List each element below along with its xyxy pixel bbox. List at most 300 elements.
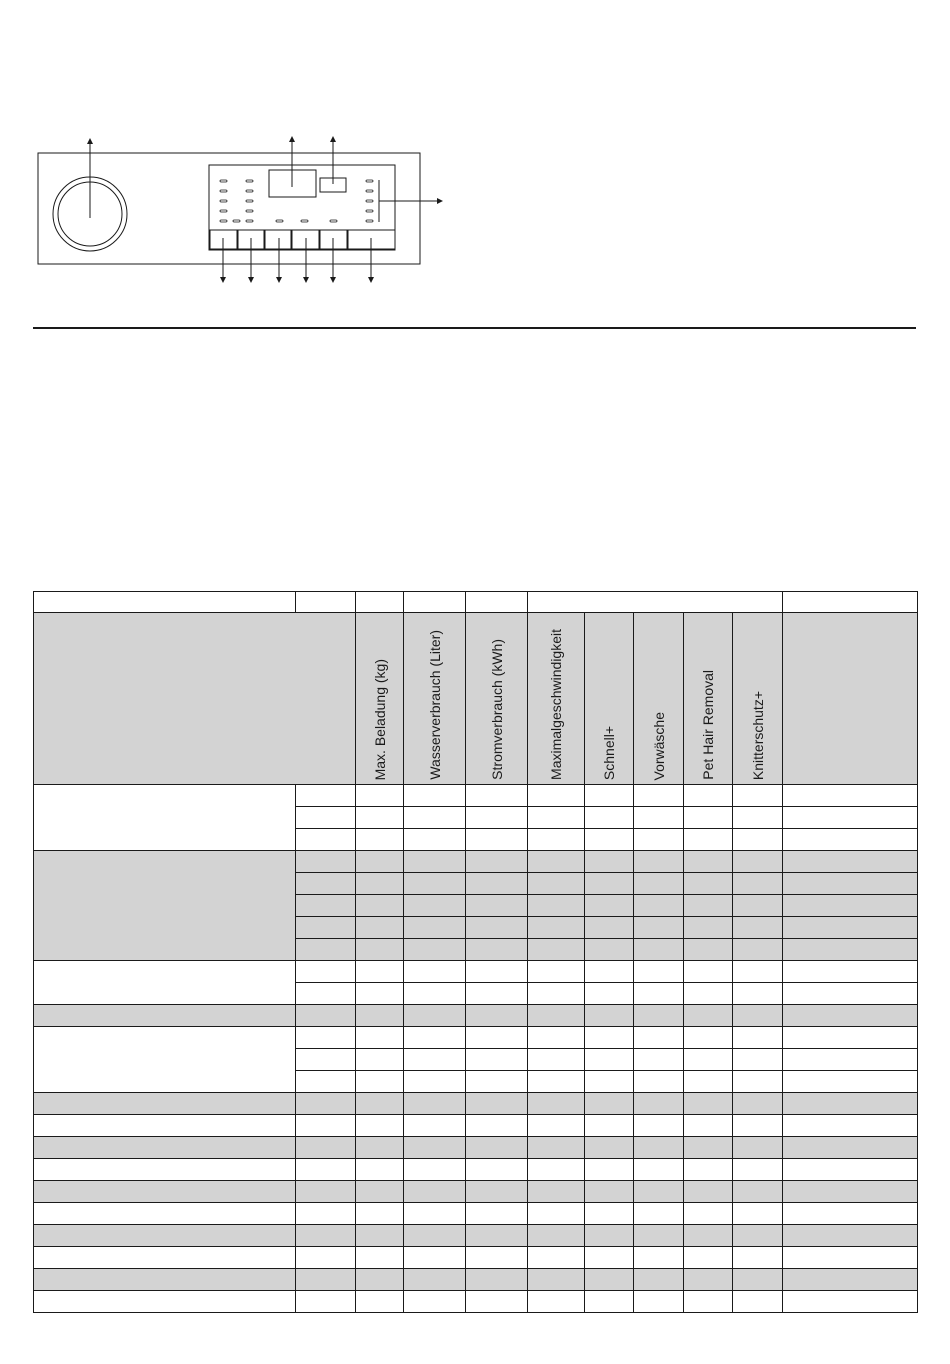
table-cell xyxy=(466,829,528,851)
table-cell xyxy=(684,1225,733,1247)
table-cell xyxy=(585,1115,634,1137)
table-cell xyxy=(733,1137,783,1159)
table-cell xyxy=(783,1137,918,1159)
table-cell xyxy=(634,961,684,983)
table-cell xyxy=(783,939,918,961)
table-cell xyxy=(783,873,918,895)
table-cell xyxy=(585,1027,634,1049)
table-top-row xyxy=(34,592,918,613)
table-cell xyxy=(634,917,684,939)
table-cell xyxy=(783,1005,918,1027)
table-cell xyxy=(296,1137,356,1159)
table-cell xyxy=(585,1005,634,1027)
table-cell xyxy=(528,1225,585,1247)
table-cell xyxy=(356,851,404,873)
table-cell xyxy=(404,785,466,807)
table-cell xyxy=(585,1181,634,1203)
table-cell xyxy=(528,1269,585,1291)
table-row xyxy=(34,1247,918,1269)
table-cell xyxy=(585,1225,634,1247)
table-cell xyxy=(733,1225,783,1247)
table-cell xyxy=(466,1269,528,1291)
table-cell xyxy=(356,1269,404,1291)
table-cell xyxy=(466,939,528,961)
table-cell xyxy=(733,1071,783,1093)
table-cell xyxy=(404,1269,466,1291)
table-cell xyxy=(684,1115,733,1137)
table-cell xyxy=(528,785,585,807)
table-cell xyxy=(783,1203,918,1225)
table-cell xyxy=(296,1049,356,1071)
table-cell xyxy=(634,851,684,873)
header-quick: Schnell+ xyxy=(601,725,617,780)
table-cell xyxy=(733,1181,783,1203)
table-cell xyxy=(528,1049,585,1071)
table-cell xyxy=(466,961,528,983)
table-row xyxy=(34,1181,918,1203)
table-cell xyxy=(404,873,466,895)
table-cell xyxy=(684,1093,733,1115)
table-cell xyxy=(528,873,585,895)
table-cell xyxy=(783,1071,918,1093)
table-header-row xyxy=(34,613,918,785)
table-cell xyxy=(634,1291,684,1313)
table-row xyxy=(34,961,918,983)
header-cell-energy xyxy=(466,613,528,785)
table-cell xyxy=(528,1159,585,1181)
header-cell-prewash xyxy=(634,613,684,785)
table-row xyxy=(34,785,918,807)
header-cell-quick xyxy=(585,613,634,785)
table-cell xyxy=(528,917,585,939)
table-cell xyxy=(684,939,733,961)
table-cell xyxy=(296,1291,356,1313)
table-cell xyxy=(585,895,634,917)
table-cell xyxy=(296,1027,356,1049)
table-cell xyxy=(733,983,783,1005)
table-cell xyxy=(783,961,918,983)
table-cell xyxy=(733,961,783,983)
program-name-cell xyxy=(34,851,296,961)
table-cell xyxy=(356,1247,404,1269)
table-cell xyxy=(356,1049,404,1071)
table-cell xyxy=(466,983,528,1005)
program-name-cell xyxy=(34,1159,296,1181)
table-cell xyxy=(684,873,733,895)
table-cell xyxy=(296,1115,356,1137)
table-cell xyxy=(356,1159,404,1181)
table-cell xyxy=(296,917,356,939)
table-cell xyxy=(634,1137,684,1159)
table-cell xyxy=(296,1203,356,1225)
table-cell xyxy=(783,917,918,939)
table-cell xyxy=(585,1203,634,1225)
table-cell xyxy=(404,1137,466,1159)
program-name-cell xyxy=(34,1005,296,1027)
table-row xyxy=(34,1093,918,1115)
program-table-container xyxy=(33,591,917,1313)
table-cell xyxy=(356,895,404,917)
table-cell xyxy=(296,1225,356,1247)
table-cell xyxy=(528,1027,585,1049)
table-cell xyxy=(783,1027,918,1049)
header-cell-pet-hair xyxy=(684,613,733,785)
table-cell xyxy=(634,1269,684,1291)
table-cell xyxy=(404,1291,466,1313)
table-cell xyxy=(528,1291,585,1313)
table-cell xyxy=(585,1137,634,1159)
header-cell-water xyxy=(404,613,466,785)
table-cell xyxy=(466,1181,528,1203)
table-row xyxy=(34,1137,918,1159)
table-cell xyxy=(634,1071,684,1093)
table-cell xyxy=(356,807,404,829)
table-cell xyxy=(684,1269,733,1291)
table-cell xyxy=(684,1049,733,1071)
table-cell xyxy=(783,1291,918,1313)
program-name-cell xyxy=(34,1093,296,1115)
table-cell xyxy=(296,1247,356,1269)
table-cell xyxy=(466,851,528,873)
table-cell xyxy=(528,1247,585,1269)
table-cell xyxy=(733,939,783,961)
table-cell xyxy=(684,1291,733,1313)
table-cell xyxy=(356,1181,404,1203)
table-cell xyxy=(528,1203,585,1225)
top-cell-temp xyxy=(296,592,356,613)
table-cell xyxy=(296,983,356,1005)
table-cell xyxy=(585,807,634,829)
table-cell xyxy=(466,807,528,829)
table-cell xyxy=(733,829,783,851)
table-cell xyxy=(783,1049,918,1071)
table-cell xyxy=(404,1225,466,1247)
table-cell xyxy=(585,1247,634,1269)
top-cell-load xyxy=(356,592,404,613)
table-cell xyxy=(634,1181,684,1203)
table-cell xyxy=(634,895,684,917)
table-cell xyxy=(585,1159,634,1181)
table-cell xyxy=(356,873,404,895)
table-cell xyxy=(404,1159,466,1181)
table-cell xyxy=(585,1093,634,1115)
table-cell xyxy=(404,1115,466,1137)
table-cell xyxy=(733,1027,783,1049)
table-cell xyxy=(733,785,783,807)
program-table xyxy=(33,591,918,1313)
table-cell xyxy=(356,983,404,1005)
table-cell xyxy=(733,873,783,895)
table-cell xyxy=(466,1203,528,1225)
program-name-cell xyxy=(34,1225,296,1247)
table-cell xyxy=(404,1027,466,1049)
table-cell xyxy=(296,1159,356,1181)
table-cell xyxy=(733,1269,783,1291)
table-cell xyxy=(356,939,404,961)
table-cell xyxy=(684,829,733,851)
table-cell xyxy=(585,785,634,807)
table-cell xyxy=(356,1027,404,1049)
table-cell xyxy=(296,961,356,983)
table-cell xyxy=(404,1181,466,1203)
table-cell xyxy=(733,1247,783,1269)
table-cell xyxy=(528,1093,585,1115)
table-cell xyxy=(684,807,733,829)
table-cell xyxy=(585,851,634,873)
table-cell xyxy=(296,895,356,917)
table-cell xyxy=(585,829,634,851)
table-cell xyxy=(356,1203,404,1225)
table-cell xyxy=(466,873,528,895)
table-cell xyxy=(404,1071,466,1093)
table-cell xyxy=(733,895,783,917)
program-name-cell xyxy=(34,1181,296,1203)
table-cell xyxy=(296,829,356,851)
table-cell xyxy=(466,895,528,917)
table-cell xyxy=(528,939,585,961)
table-cell xyxy=(404,829,466,851)
table-cell xyxy=(585,961,634,983)
table-cell xyxy=(466,1093,528,1115)
table-cell xyxy=(404,1203,466,1225)
table-cell xyxy=(783,785,918,807)
header-prewash: Vorwäsche xyxy=(650,711,667,780)
table-cell xyxy=(356,1093,404,1115)
table-cell xyxy=(684,851,733,873)
table-row xyxy=(34,1225,918,1247)
table-cell xyxy=(634,807,684,829)
table-row xyxy=(34,1115,918,1137)
table-cell xyxy=(733,1159,783,1181)
table-cell xyxy=(466,1137,528,1159)
table-cell xyxy=(634,1115,684,1137)
table-cell xyxy=(528,1071,585,1093)
table-cell xyxy=(528,1137,585,1159)
table-cell xyxy=(528,829,585,851)
panel-outline xyxy=(38,153,420,264)
table-row xyxy=(34,1027,918,1049)
table-row xyxy=(34,1291,918,1313)
table-cell xyxy=(404,961,466,983)
table-cell xyxy=(528,1181,585,1203)
table-cell xyxy=(733,851,783,873)
table-cell xyxy=(733,1115,783,1137)
table-cell xyxy=(404,807,466,829)
header-max-speed: Maximalgeschwindigkeit xyxy=(548,629,564,780)
table-cell xyxy=(634,1027,684,1049)
table-cell xyxy=(585,1291,634,1313)
table-cell xyxy=(733,807,783,829)
table-cell xyxy=(684,1027,733,1049)
table-cell xyxy=(783,829,918,851)
table-cell xyxy=(466,1071,528,1093)
table-row xyxy=(34,1269,918,1291)
top-cell-energy xyxy=(466,592,528,613)
table-cell xyxy=(528,983,585,1005)
table-cell xyxy=(404,983,466,1005)
table-cell xyxy=(296,1093,356,1115)
table-cell xyxy=(585,873,634,895)
table-cell xyxy=(466,1291,528,1313)
header-cell-max-speed xyxy=(528,613,585,785)
top-cell-extra xyxy=(783,592,918,613)
table-cell xyxy=(356,1137,404,1159)
table-cell xyxy=(783,1159,918,1181)
table-cell xyxy=(783,1093,918,1115)
table-cell xyxy=(634,1159,684,1181)
table-cell xyxy=(733,1049,783,1071)
table-cell xyxy=(634,873,684,895)
table-cell xyxy=(528,961,585,983)
table-cell xyxy=(684,895,733,917)
table-cell xyxy=(296,1181,356,1203)
table-cell xyxy=(404,917,466,939)
control-panel-diagram xyxy=(0,0,950,320)
top-cell-options xyxy=(528,592,783,613)
table-cell xyxy=(404,1005,466,1027)
table-cell xyxy=(466,785,528,807)
table-cell xyxy=(356,1005,404,1027)
table-cell xyxy=(684,1203,733,1225)
table-cell xyxy=(684,785,733,807)
table-cell xyxy=(634,939,684,961)
table-cell xyxy=(684,1005,733,1027)
table-cell xyxy=(783,1269,918,1291)
table-cell xyxy=(733,1203,783,1225)
table-cell xyxy=(634,1203,684,1225)
table-cell xyxy=(783,1181,918,1203)
table-cell xyxy=(404,1093,466,1115)
table-row xyxy=(34,1203,918,1225)
table-cell xyxy=(528,1005,585,1027)
header-cell-max-load xyxy=(356,613,404,785)
table-cell xyxy=(356,1291,404,1313)
table-cell xyxy=(296,1071,356,1093)
table-cell xyxy=(356,1115,404,1137)
table-cell xyxy=(783,1115,918,1137)
table-cell xyxy=(684,1137,733,1159)
table-cell xyxy=(684,961,733,983)
table-cell xyxy=(404,895,466,917)
table-cell xyxy=(356,829,404,851)
table-cell xyxy=(684,917,733,939)
table-cell xyxy=(296,785,356,807)
table-cell xyxy=(466,1159,528,1181)
header-pet-hair: Pet Hair Removal xyxy=(700,670,716,780)
section-divider xyxy=(33,327,916,329)
table-cell xyxy=(296,939,356,961)
table-cell xyxy=(783,983,918,1005)
table-cell xyxy=(684,983,733,1005)
program-name-cell xyxy=(34,1247,296,1269)
table-cell xyxy=(466,917,528,939)
table-cell xyxy=(684,1071,733,1093)
table-cell xyxy=(733,1291,783,1313)
table-row xyxy=(34,1005,918,1027)
table-cell xyxy=(733,1093,783,1115)
header-cell-extra xyxy=(783,613,918,785)
table-cell xyxy=(634,1093,684,1115)
table-cell xyxy=(634,829,684,851)
header-energy: Stromverbrauch (kWh) xyxy=(488,639,505,780)
table-cell xyxy=(634,1049,684,1071)
table-cell xyxy=(528,895,585,917)
top-cell-water xyxy=(404,592,466,613)
table-cell xyxy=(356,917,404,939)
table-cell xyxy=(296,1269,356,1291)
program-name-cell xyxy=(34,1203,296,1225)
table-row xyxy=(34,851,918,873)
table-cell xyxy=(528,1115,585,1137)
table-cell xyxy=(466,1115,528,1137)
program-name-cell xyxy=(34,1027,296,1093)
table-cell xyxy=(634,1247,684,1269)
table-cell xyxy=(296,851,356,873)
table-cell xyxy=(356,1225,404,1247)
header-cell-anti-crease xyxy=(733,613,783,785)
program-name-cell xyxy=(34,1269,296,1291)
table-cell xyxy=(404,851,466,873)
table-cell xyxy=(733,917,783,939)
table-cell xyxy=(585,939,634,961)
table-cell xyxy=(783,807,918,829)
table-cell xyxy=(634,1005,684,1027)
program-name-cell xyxy=(34,1291,296,1313)
table-cell xyxy=(404,939,466,961)
table-cell xyxy=(466,1049,528,1071)
table-cell xyxy=(356,1071,404,1093)
table-cell xyxy=(684,1247,733,1269)
top-cell-program xyxy=(34,592,296,613)
program-name-cell xyxy=(34,1115,296,1137)
table-cell xyxy=(684,1181,733,1203)
table-cell xyxy=(783,1225,918,1247)
table-cell xyxy=(356,961,404,983)
table-cell xyxy=(404,1049,466,1071)
table-cell xyxy=(585,983,634,1005)
table-cell xyxy=(585,1049,634,1071)
table-cell xyxy=(296,807,356,829)
program-name-cell xyxy=(34,1137,296,1159)
table-cell xyxy=(783,851,918,873)
table-cell xyxy=(783,1247,918,1269)
table-cell xyxy=(783,895,918,917)
table-cell xyxy=(528,807,585,829)
program-name-cell xyxy=(34,961,296,1005)
table-cell xyxy=(296,873,356,895)
table-cell xyxy=(466,1027,528,1049)
table-cell xyxy=(296,1005,356,1027)
table-cell xyxy=(466,1005,528,1027)
table-cell xyxy=(404,1247,466,1269)
header-water: Wasserverbrauch (Liter) xyxy=(426,630,443,780)
table-cell xyxy=(466,1225,528,1247)
header-anti-crease: Knitterschutz+ xyxy=(749,690,766,780)
table-row xyxy=(34,1159,918,1181)
header-cell-program xyxy=(34,613,356,785)
table-cell xyxy=(634,983,684,1005)
table-cell xyxy=(585,1071,634,1093)
table-cell xyxy=(585,1269,634,1291)
table-cell xyxy=(634,785,684,807)
header-max-load: Max. Beladung (kg) xyxy=(371,658,388,780)
table-cell xyxy=(528,851,585,873)
button-3 xyxy=(265,230,291,249)
table-cell xyxy=(684,1159,733,1181)
table-cell xyxy=(466,1247,528,1269)
program-name-cell xyxy=(34,785,296,851)
table-cell xyxy=(634,1225,684,1247)
